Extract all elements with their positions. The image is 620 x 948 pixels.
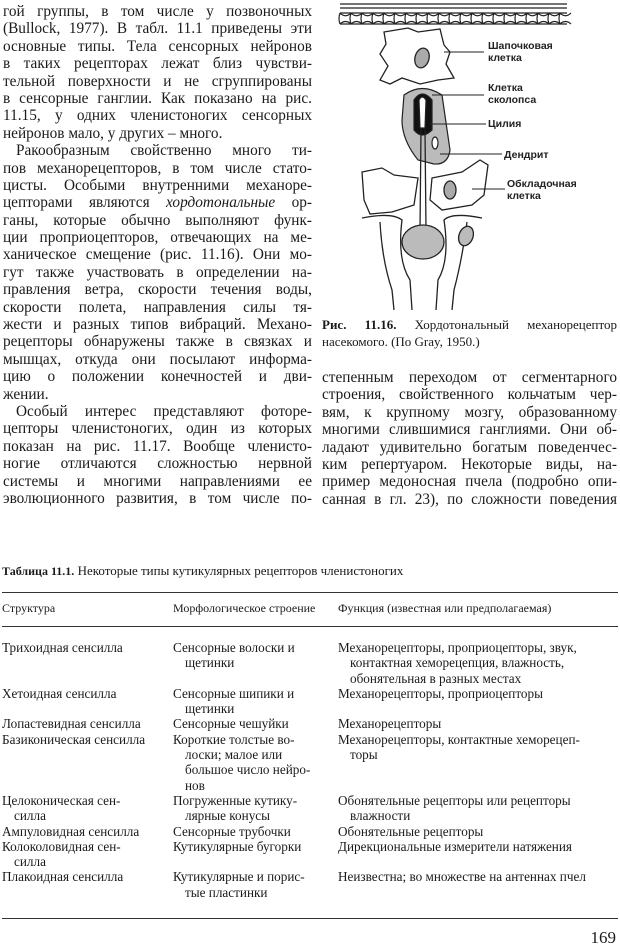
table-title-label: Таблица 11.1.	[2, 564, 75, 578]
text-line: системы и многими направлениями ее	[3, 472, 312, 490]
text-line: ганы, которые обычно выполняют функ-	[3, 211, 312, 229]
text-line: 11.15, у одних членистоногих сенсорных	[3, 107, 312, 125]
text-line: ким репертуаром. Некоторые виды, на-	[322, 455, 617, 473]
text-line: ладают удивительно богатым поведенчес-	[322, 438, 617, 456]
scolopale-cell-icon	[402, 89, 450, 165]
cell-line: лярные конусы	[185, 808, 271, 824]
cell-morphology	[173, 839, 338, 870]
cell-line: торы	[350, 747, 378, 763]
text-line: гой группы, в том числе у позвоночных	[3, 3, 312, 20]
table-row	[2, 732, 618, 793]
cell-line: Обонятельные рецепторы	[338, 823, 484, 839]
text-line	[3, 194, 312, 211]
cell-line: тые пластинки	[185, 884, 268, 900]
page-number: 169	[590, 928, 616, 947]
text-line: пов механорецепторов, в том числе стато-	[3, 159, 312, 177]
cell-morphology	[173, 824, 338, 839]
label-cap-cell: Шапочковая	[488, 40, 553, 52]
label-dendrite: Дендрит	[504, 149, 549, 161]
table-row	[2, 824, 618, 839]
text-segment: ор-	[275, 194, 312, 212]
cell-line: Сенсорные волоски и	[173, 640, 295, 655]
text-line: пример медоносная пчела (подробно опи-	[322, 473, 617, 491]
text-line: (Bullock, 1977). В табл. 11.1 приведены эти	[3, 20, 312, 38]
cell-line: щетинки	[185, 655, 235, 671]
text-line: Ракообразным свойственно много ти-	[16, 142, 312, 160]
text-line: основные типы. Тела сенсорных нейронов	[3, 37, 312, 55]
receptor-table	[2, 600, 618, 900]
cell-structure	[2, 793, 173, 824]
cell-structure	[2, 686, 173, 717]
cell-line: щетинки	[185, 701, 235, 717]
emphasized-term: хордотональные	[166, 194, 276, 212]
right-text-column	[322, 369, 617, 508]
cell-line: Сенсорные шипики и	[173, 685, 295, 701]
table-row	[2, 839, 618, 870]
cell-line: Сенсорные чешуйки	[173, 716, 289, 732]
text-line: цисты. Особыми внутренними механоре-	[3, 176, 312, 194]
cell-function	[338, 839, 618, 870]
cell-morphology	[173, 716, 338, 731]
text-line: гут также участвовать в определении на-	[3, 263, 312, 281]
table-row	[2, 869, 618, 900]
text-line: скорости полета, направления силы тя-	[3, 298, 312, 316]
text-line: ции проприоцепторов, отвечающих на ме-	[3, 229, 312, 247]
text-line: жести и разных типов вибраций. Механо-	[3, 316, 312, 334]
text-line: жении.	[3, 385, 49, 403]
label-cilium: Цилия	[488, 118, 522, 130]
cell-line: Механорецепторы, контактные хеморецеп-	[338, 731, 580, 747]
cell-line: Базиконическая сенсилла	[2, 731, 146, 747]
cell-morphology	[173, 640, 338, 686]
cell-line: большое число нейро-	[185, 762, 311, 778]
header-morphology: Морфологическое строение	[173, 601, 316, 615]
cell-line: Целоконическая сен-	[2, 792, 121, 808]
text-segment: цепторами являются	[3, 194, 167, 212]
cap-cell-icon	[380, 28, 454, 84]
caption-text-2: насекомого. (По Gray, 1950.)	[322, 334, 480, 349]
label-sheath-cell-2: клетка	[507, 190, 541, 202]
cell-line: силла	[14, 808, 46, 824]
cell-line: Обонятельные рецепторы или рецепторы	[338, 792, 571, 808]
header-function: Функция (известная или предполагаемая)	[338, 601, 552, 615]
text-line: вям, к крупному мозгу, образованному	[322, 403, 617, 421]
chordotonal-organ-figure	[322, 0, 620, 312]
table-header-row	[2, 600, 618, 616]
header-structure: Структура	[2, 601, 56, 615]
text-line: показан на рис. 11.17. Вообще членисто-	[3, 437, 312, 455]
cell-line: Кутикулярные бугорки	[173, 838, 302, 854]
figure-caption	[322, 316, 617, 350]
cell-line: нов	[185, 777, 205, 793]
cell-function	[338, 732, 618, 793]
cell-line: обонятельная в разных местах	[350, 670, 522, 686]
cell-structure	[2, 716, 173, 731]
cell-line: контактная хеморецепция, влажность,	[350, 655, 565, 671]
cell-function	[338, 686, 618, 717]
text-line: многими слившимися ганглиями. Они об-	[322, 421, 617, 439]
text-line: Особый интерес представляют фоторе-	[16, 402, 312, 420]
table-row	[2, 793, 618, 824]
cell-function	[338, 793, 618, 824]
cuticle-icon	[339, 4, 571, 24]
cell-line: силла	[14, 854, 46, 870]
table-top-rule	[2, 592, 618, 593]
cell-morphology	[173, 686, 338, 717]
table-title	[2, 563, 403, 579]
label-scolopale-cell-2: сколопса	[488, 94, 537, 106]
cell-line: Кутикулярные и порис-	[173, 869, 305, 885]
cell-line: Лопастевидная сенсилла	[2, 716, 141, 732]
text-line: в таких рецепторах лежат близ чувстви-	[3, 55, 312, 73]
text-line: рецепторы обнаружены также в связках и	[3, 333, 312, 351]
table-row	[2, 640, 618, 686]
cell-line: Погруженные кутику-	[173, 792, 298, 808]
cell-line: Ампуловидная сенсилла	[2, 823, 140, 839]
text-line: в сенсорные ганглии. Как показано на рис.	[3, 89, 312, 107]
cell-morphology	[173, 869, 338, 900]
cell-line: Сенсорные трубочки	[173, 823, 291, 839]
cell-structure	[2, 640, 173, 686]
left-text-column	[3, 3, 312, 507]
cell-line: Неизвестна; во множестве на антеннах пчел	[338, 869, 586, 885]
cell-morphology	[173, 793, 338, 824]
label-scolopale-cell: Клетка	[488, 82, 523, 94]
cell-line: Короткие толстые во-	[173, 731, 295, 747]
cell-line: Механорецепторы, проприоцепторы	[338, 685, 543, 701]
table-title-text: Некоторые типы кутикулярных рецепторов членистоногих	[74, 563, 404, 578]
text-line: правления ветра, скорости течения воды,	[3, 281, 312, 299]
cell-line: влажности	[350, 808, 411, 824]
cell-line: Плакоидная сенсилла	[2, 869, 124, 885]
cell-function	[338, 869, 618, 900]
text-line: санная в гл. 23), по сложности поведения	[322, 490, 617, 508]
text-line: степенным переходом от сегментарного	[322, 369, 617, 386]
text-line: цепторы членистоногих, один из которых	[3, 420, 312, 438]
cell-structure	[2, 839, 173, 870]
label-cap-cell-2: клетка	[488, 52, 522, 64]
label-sheath-cell: Обкладочная	[507, 178, 577, 190]
table-bottom-rule	[2, 918, 618, 919]
cell-morphology	[173, 732, 338, 793]
text-line: ногие отличаются сложностью нервной	[3, 455, 312, 473]
text-line: цию о положении конечностей и дви-	[3, 368, 312, 386]
cell-line: Колоколовидная сен-	[2, 838, 121, 854]
cell-structure	[2, 869, 173, 900]
text-line: тельной поверхности и не сгруппированы	[3, 72, 312, 90]
text-line: строения, свойственного кольчатым чер-	[322, 386, 617, 404]
cell-line: Хетоидная сенсилла	[2, 685, 117, 701]
caption-label: Рис. 11.16.	[322, 317, 397, 332]
text-line: мышцах, откуда они посылают информа-	[3, 350, 312, 368]
text-line: эволюционного развития, в том числе по-	[3, 489, 312, 507]
cell-line: лоски; малое или	[185, 747, 283, 763]
table-row	[2, 716, 618, 731]
cell-structure	[2, 732, 173, 793]
cell-line: Дирекциональные измерители натяжения	[338, 838, 572, 854]
cell-function	[338, 824, 618, 839]
cell-line: Механорецепторы	[338, 716, 442, 732]
cell-line: Трихоидная сенсилла	[2, 640, 123, 655]
text-line: нейронов мало, у других – много.	[3, 124, 223, 142]
cell-function	[338, 640, 618, 686]
table-row	[2, 686, 618, 717]
cell-line: Механорецепторы, проприоцепторы, звук,	[338, 640, 577, 655]
text-line: ханическое смещение (рис. 11.16). Они мо-	[3, 246, 312, 264]
cell-structure	[2, 824, 173, 839]
table-body	[2, 640, 618, 900]
cell-function	[338, 716, 618, 731]
caption-text-1: Хордотональный механорецептор	[396, 317, 617, 332]
